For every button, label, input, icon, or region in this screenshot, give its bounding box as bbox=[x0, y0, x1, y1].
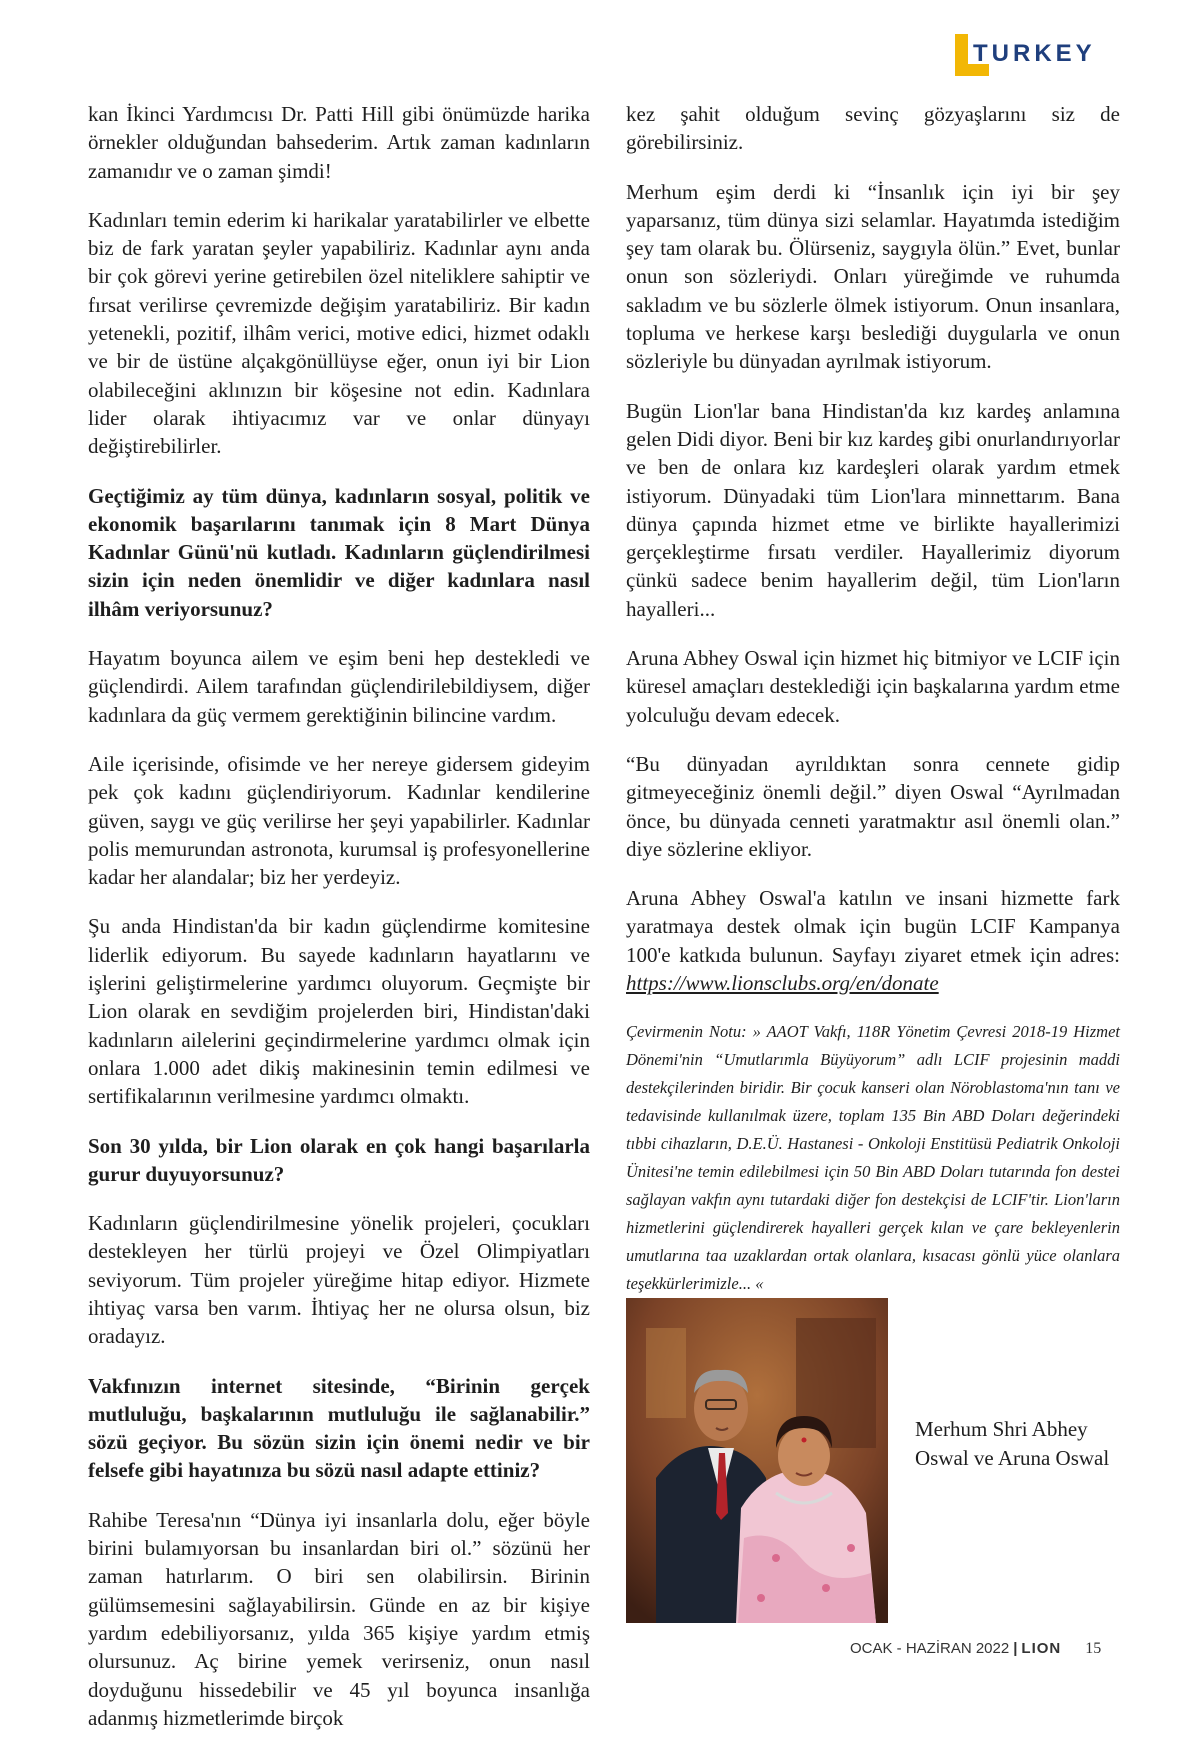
interview-question: Geçtiğimiz ay tüm dünya, kadınların sosyal, politik ve ekonomik başarılarını tanımak için 8 Mart Dünya Kadınlar Günü'nü kutladı. Kadınların güçlendirilmesi sizin için neden önemlidir ve diğer kadınlara nasıl ilhâm veriyorsunuz? bbox=[88, 483, 590, 621]
paragraph: Şu anda Hindistan'da bir kadın güçlendirme komitesine liderlik ediyorum. Bu sayede kadınların hayatlarını ve işlerini geliştirmelerine yardımcı oluyorum. Geçmişte bir Lion olarak en sevdiğim projelerden biri, Hindistan'daki kadınların ailelerini geçindirmelerine yardımcı olmak için onlara 1.000 adet dikiş makinesinin temin edilmesi ve sertifikalarının verilmesine yardımcı olmaktı. bbox=[88, 914, 590, 1109]
magazine-name: LION bbox=[1021, 1640, 1062, 1657]
paragraph: Rahibe Teresa'nın “Dünya iyi insanlarla dolu, eğer böyle birini bulamıyorsan bu insanlardan biri ol.” sözünü her zaman hatırlarım. O biri sen olabilirsin. Birinin gülümsemesini sağlayabilirsin. Günde en az bir kişiye yardım edebiliyorsanız, yılda 365 kişiye yardım etmiş olursunuz. Aç birine yemek verirseniz, onun nasıl doyduğunu hissedebilir ve 45 yıl boyunca insanlığa adanmış hizmetlerimde birçok bbox=[88, 1507, 590, 1730]
paragraph: Hayatım boyunca ailem ve eşim beni hep destekledi ve güçlendirdi. Ailem tarafından güçlendirilebildiysem, diğer kadınlara da güç vermem gerektiğinin bilincine vardım. bbox=[88, 646, 590, 727]
issue-label: OCAK - HAZİRAN 2022 bbox=[850, 1640, 1010, 1657]
couple-photo-illustration bbox=[626, 1298, 888, 1623]
paragraph: kez şahit olduğum sevinç gözyaşlarını siz de görebilirsiniz. bbox=[626, 102, 1120, 155]
interview-question: Vakfınızın internet sitesinde, “Birinin gerçek mutluluğu, başkalarının mutluluğu ile sağlanabilir.” sözü geçiyor. Bu sözün sizin için önemi nedir ve bir felsefe gibi hayatınıza bu sözü nasıl adapte ettiniz? bbox=[88, 1373, 590, 1483]
paragraph: “Bu dünyadan ayrıldıktan sonra cennete gidip gitmeyeceğiniz önemli değil.” diyen Oswal “Ayrılmadan önce, bu dünyada cenneti yaratmaktır asıl önemli olan.” diye sözlerine ekliyor. bbox=[626, 751, 1120, 861]
page-number: 15 bbox=[1085, 1640, 1102, 1657]
page-footer bbox=[850, 1640, 1150, 1658]
paragraph: Aile içerisinde, ofisimde ve her nereye gidersem gideyim pek çok kadını güçlendiriyorum. Kadınlar kendilerine güven, saygı ve güç verilirse her şeyi yapabilirler. Kadınlar polis memurundan astronota, kurumsal iş profesyonellerine kadar her alandalar; biz her yerdeyiz. bbox=[88, 751, 590, 890]
paragraph: Kadınların güçlendirilmesine yönelik projeleri, çocukları destekleyen her türlü projeyi ve Özel Olimpiyatları seviyorum. Tüm projeler yüreğime hitap ediyor. Hizmete ihtiyaç varsa ben varım. İhtiyaç her ne olursa olsun, biz oradayız. bbox=[88, 1211, 590, 1349]
interview-question: Son 30 yılda, bir Lion olarak en çok hangi başarılarla gurur duyuyorsunuz? bbox=[88, 1133, 590, 1186]
paragraph: Bugün Lion'lar bana Hindistan'da kız kardeş anlamına gelen Didi diyor. Beni bir kız kardeş gibi onurlandırıyorlar ve ben de onlara kız kardeşleri olarak yardım etmek istiyorum. Dünyadaki tüm Lion'lara minnettarım. Bana dünya çapında hizmet etme ve birlikte hayallerimizi gerçekleştirme fırsatı verdiler. Hayallerimiz diyorum çünkü sadece benim hayallerim değil, tüm Lion'ların hayalleri... bbox=[626, 398, 1120, 621]
translator-note: Çevirmenin Notu: » AAOT Vakfı, 118R Yönetim Çevresi 2018-19 Hizmet Dönemi'nin “Umutlarımla Büyüyorum” adlı LCIF projesinin maddi destekçilerinden biridir. Bir çocuk kanseri olan Nöroblastoma'nın tanı ve tedavisinde kullanılmak üzere, toplam 135 Bin ABD Doları değerindeki tıbbi cihazların, D.E.Ü. Hastanesi - Onkoloji Enstitüsü Pediatrik Onkoloji Ünitesi'ne temin edilebilmesi için 50 Bin ABD Doları tutarında fon destei sağlayan vakfın aynı tutardaki diğer fon destekçisi de LCIF'tir. Lion'ların hizmetlerini güçlendirerek hayalleri gerçek kılan ve çare bekleyenlerin umutlarına taa uzaklardan ortak olanlara, kısacası gönlü yüce olanlara teşekkürlerimizle... « bbox=[626, 1022, 1120, 1294]
paragraph: Aruna Abhey Oswal için hizmet hiç bitmiyor ve LCIF için küresel amaçları desteklediği için başkalarına yardım etme yolculuğu devam edecek. bbox=[626, 646, 1120, 727]
paragraph: kan İkinci Yardımcısı Dr. Patti Hill gibi önümüzde harika örnekler olduğundan bahsederim. Artık zaman kadınların zamanıdır ve o zaman şimdi! bbox=[88, 102, 590, 183]
logo-text: TURKEY bbox=[973, 40, 1096, 67]
turkey-logo bbox=[955, 34, 1105, 78]
paragraph: Merhum eşim derdi ki “İnsanlık için iyi bir şey yaparsanız, tüm dünya sizi selamlar. Hayatımda istediğim şey tam olarak bu. Ölürseniz, saygıyla ölün.” Evet, bunlar onun son sözleriydi. Onları yüreğimde ve ruhumda sakladım ve bu sözlerle ölmek istiyorum. Onun insanlara, topluma ve herkese karşı beslediği duygularla ve onun sözleriyle bu dünyadan ayrılmak istiyorum. bbox=[626, 179, 1120, 374]
paragraph-donate bbox=[626, 884, 1120, 997]
left-column bbox=[88, 100, 590, 1753]
footer-separator: | bbox=[1013, 1640, 1018, 1657]
right-column bbox=[626, 100, 1120, 1319]
donate-text: Aruna Abhey Oswal'a katılın ve insani hizmette fark yaratmaya destek olmak için bugün LCIF Kampanya 100'e katkıda bulunun. Sayfayı ziyaret etmek için adres: bbox=[626, 886, 1120, 967]
paragraph: Kadınları temin ederim ki harikalar yaratabilirler ve elbette biz de fark yaratan şeyler yapabiliriz. Kadınlar aynı anda bir çok görevi yerine getirebilen özel niteliklere sahiptir ve fırsat verilirse çevremizde değişim yaratabiliriz. Bir kadın yetenekli, pozitif, ilhâm verici, motive edici, hizmet odaklı ve bir de üstüne alçakgönüllüyse eğer, onun iyi bir Lion olabileceğini aklınızın bir köşesine not edin. Kadınlara lider olarak ihtiyacımız var ve onlar dünyayı değiştirebilirler. bbox=[88, 207, 590, 459]
photo-oswal-couple bbox=[626, 1298, 888, 1623]
photo-caption: Merhum Shri Abhey Oswal ve Aruna Oswal bbox=[915, 1417, 1110, 1470]
donate-link[interactable]: https://www.lionsclubs.org/en/donate bbox=[626, 971, 939, 996]
